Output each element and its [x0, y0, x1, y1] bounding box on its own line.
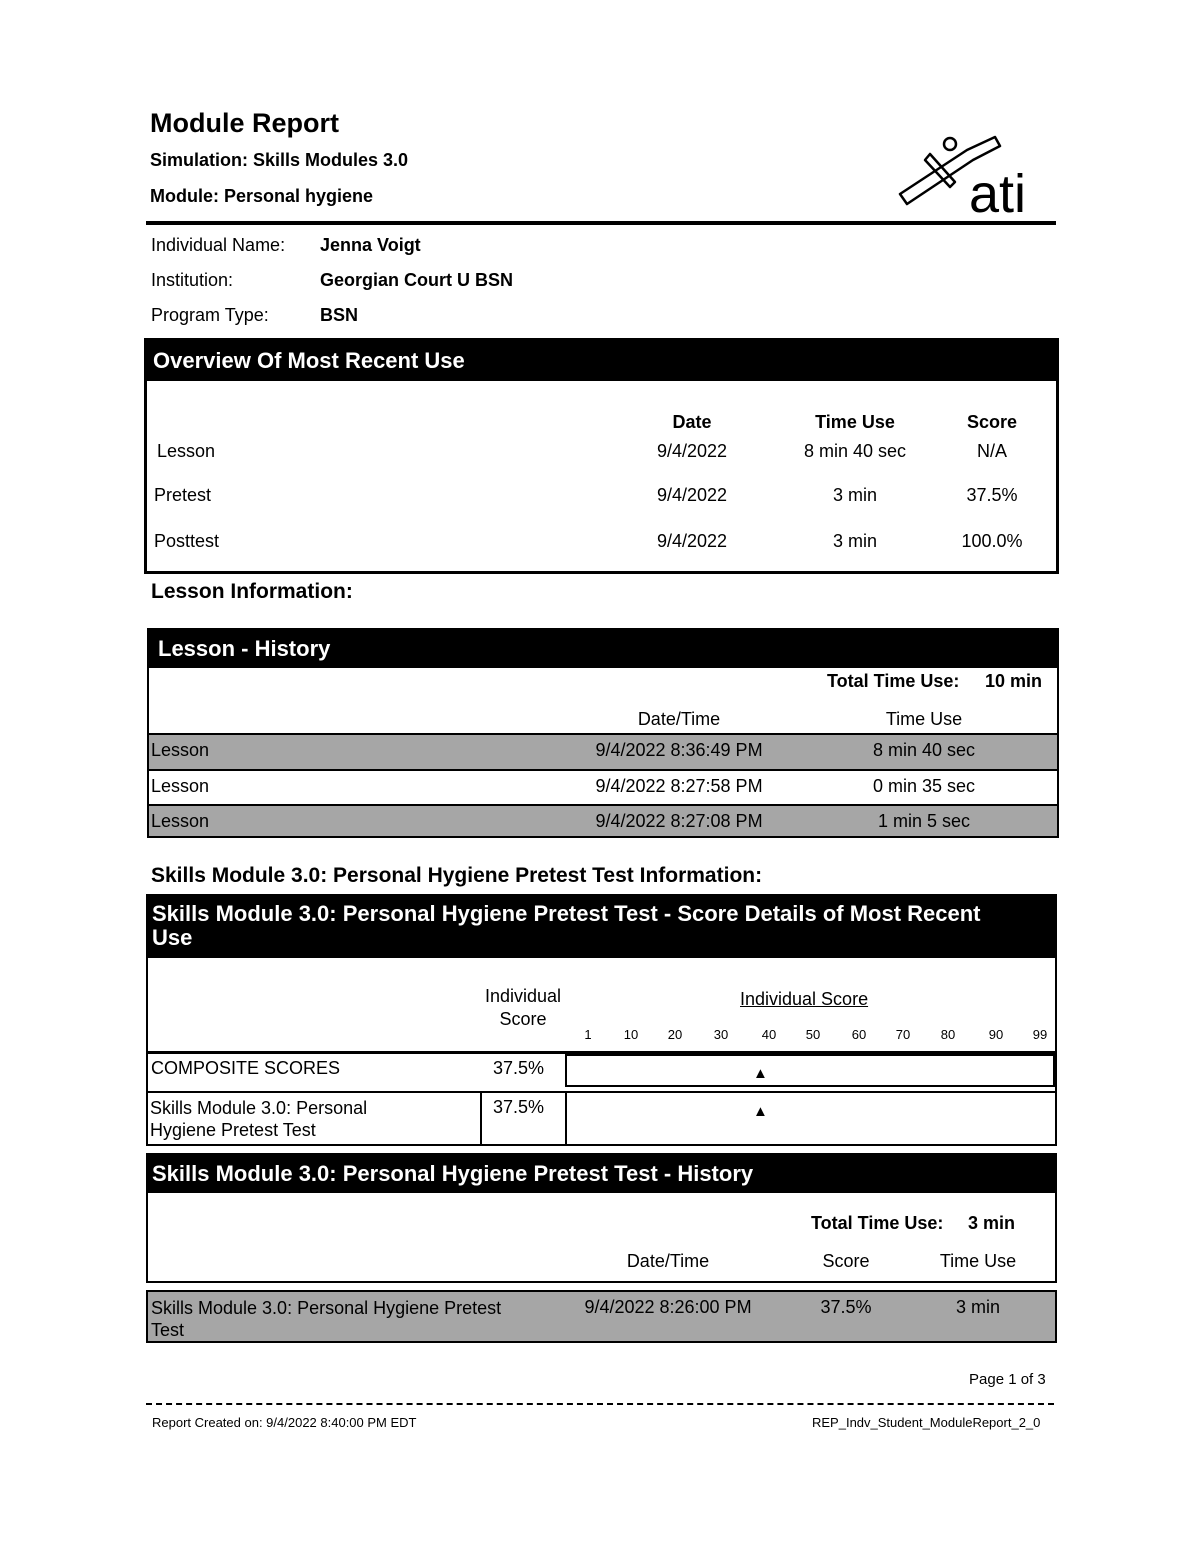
- table-row: [149, 769, 1057, 804]
- footer-divider: [146, 1403, 1054, 1405]
- composite-score-value: 37.5%: [493, 1058, 545, 1078]
- overview-row-score: N/A: [976, 441, 1007, 461]
- institution-label: Institution:: [151, 270, 234, 290]
- score-scale-tick: 70: [895, 1027, 911, 1042]
- pretest-details-title-line1: Skills Module 3.0: Personal Hygiene Pretest Test - Score Details of Most Recent: [152, 901, 981, 926]
- lesson-total-label: Total Time Use:: [827, 671, 960, 691]
- individual-score-header: [468, 985, 578, 1031]
- lesson-row-name: Lesson: [151, 776, 210, 796]
- report-id: REP_Indv_Student_ModuleReport_2_0: [812, 1415, 1041, 1430]
- lesson-row-time: 1 min 5 sec: [877, 811, 971, 831]
- score-marker-icon: ▲: [753, 1065, 768, 1082]
- report-created: Report Created on: 9/4/2022 8:40:00 PM EDT: [152, 1415, 417, 1430]
- pretest-score-panel: [146, 894, 1057, 1146]
- pretest-score-label: [150, 1097, 367, 1141]
- overview-row-time: 3 min: [832, 531, 877, 551]
- overview-header-time: Time Use: [815, 412, 895, 432]
- table-row: [148, 1091, 1055, 1144]
- lesson-total-value: 10 min: [985, 671, 1043, 691]
- table-row: [149, 733, 1057, 769]
- individual-score-header-line2: Score: [499, 1009, 547, 1029]
- module-line: Module: Personal hygiene: [150, 186, 374, 206]
- overview-row-date: 9/4/2022: [656, 531, 728, 551]
- lesson-history-title: Lesson - History: [149, 630, 1057, 668]
- pretest-history-time: 3 min: [955, 1297, 1000, 1317]
- program-value: BSN: [320, 305, 359, 325]
- lesson-row-datetime: 9/4/2022 8:36:49 PM: [595, 740, 763, 760]
- individual-score-scale-title: Individual Score: [740, 989, 869, 1009]
- logo-text: ati: [969, 164, 1027, 216]
- pretest-history-panel: [146, 1153, 1057, 1283]
- score-scale-tick: 10: [623, 1027, 639, 1042]
- table-row: [146, 1290, 1057, 1343]
- overview-header-score: Score: [966, 412, 1018, 432]
- score-scale-tick: 80: [940, 1027, 956, 1042]
- pretest-header-datetime: Date/Time: [626, 1251, 710, 1271]
- score-scale-tick: 20: [667, 1027, 683, 1042]
- score-scale-tick: 1: [584, 1027, 592, 1042]
- pretest-score-value: 37.5%: [493, 1097, 545, 1117]
- overview-panel: [144, 338, 1059, 574]
- cell-divider: [480, 1093, 482, 1144]
- name-value: Jenna Voigt: [320, 235, 421, 255]
- pretest-history-score: 37.5%: [820, 1297, 872, 1317]
- ati-logo: [895, 132, 1045, 216]
- program-label: Program Type:: [151, 305, 269, 325]
- pretest-history-name-line2: Test: [151, 1320, 185, 1340]
- name-label: Individual Name:: [151, 235, 286, 255]
- table-row: [148, 1051, 1055, 1091]
- lesson-header-datetime: Date/Time: [637, 709, 721, 729]
- overview-header-date: Date: [672, 412, 712, 432]
- pretest-history-datetime: 9/4/2022 8:26:00 PM: [584, 1297, 752, 1317]
- overview-row-time: 3 min: [832, 485, 877, 505]
- lesson-history-panel: [147, 628, 1059, 838]
- overview-row-name: Pretest: [154, 485, 212, 505]
- page-number: Page 1 of 3: [969, 1371, 1046, 1388]
- score-scale-tick: 50: [805, 1027, 821, 1042]
- overview-row-score: 100.0%: [961, 531, 1023, 551]
- institution-value: Georgian Court U BSN: [320, 270, 514, 290]
- score-scale-tick: 90: [988, 1027, 1004, 1042]
- individual-score-header-line1: Individual: [484, 986, 562, 1006]
- score-scale-tick: 60: [851, 1027, 867, 1042]
- lesson-header-time: Time Use: [885, 709, 963, 729]
- composite-score-bar: [565, 1054, 1055, 1087]
- overview-row-name: Posttest: [154, 531, 220, 551]
- simulation-line: Simulation: Skills Modules 3.0: [150, 150, 409, 170]
- overview-row-time: 8 min 40 sec: [803, 441, 907, 461]
- overview-row-date: 9/4/2022: [656, 441, 728, 461]
- lesson-row-name: Lesson: [151, 811, 210, 831]
- lesson-row-time: 0 min 35 sec: [872, 776, 976, 796]
- lesson-row-time: 8 min 40 sec: [872, 740, 976, 760]
- lesson-row-datetime: 9/4/2022 8:27:58 PM: [595, 776, 763, 796]
- header-rule: [146, 221, 1056, 225]
- score-scale-tick: 99: [1032, 1027, 1048, 1042]
- lesson-info-heading: Lesson Information:: [151, 580, 353, 603]
- report-title: Module Report: [150, 108, 339, 138]
- pretest-details-title-line2: Use: [152, 925, 193, 950]
- overview-row-date: 9/4/2022: [656, 485, 728, 505]
- pretest-history-name-line1: Skills Module 3.0: Personal Hygiene Pretest: [151, 1298, 502, 1318]
- pretest-score-label-line2: Hygiene Pretest Test: [150, 1120, 316, 1140]
- lesson-row-name: Lesson: [151, 740, 210, 760]
- score-marker-icon: ▲: [753, 1103, 768, 1120]
- overview-row-name: Lesson: [157, 441, 216, 461]
- pretest-header-time: Time Use: [939, 1251, 1017, 1271]
- composite-score-label: COMPOSITE SCORES: [151, 1058, 341, 1078]
- pretest-info-heading: Skills Module 3.0: Personal Hygiene Pretest Test Information:: [151, 864, 763, 887]
- pretest-total-label: Total Time Use:: [811, 1213, 944, 1233]
- pretest-score-label-line1: Skills Module 3.0: Personal: [150, 1098, 368, 1118]
- score-scale-tick: 30: [713, 1027, 729, 1042]
- overview-title: Overview Of Most Recent Use: [147, 341, 1056, 381]
- pretest-history-title: Skills Module 3.0: Personal Hygiene Pretest Test - History: [148, 1155, 1055, 1193]
- pretest-history-name: [151, 1297, 501, 1341]
- pretest-header-score: Score: [822, 1251, 870, 1271]
- pretest-details-title: [148, 896, 1055, 958]
- overview-row-score: 37.5%: [966, 485, 1018, 505]
- pretest-score-bar: [565, 1093, 1055, 1144]
- pretest-total-value: 3 min: [968, 1213, 1016, 1233]
- score-scale-tick: 40: [761, 1027, 777, 1042]
- lesson-row-datetime: 9/4/2022 8:27:08 PM: [595, 811, 763, 831]
- table-row: [149, 804, 1057, 836]
